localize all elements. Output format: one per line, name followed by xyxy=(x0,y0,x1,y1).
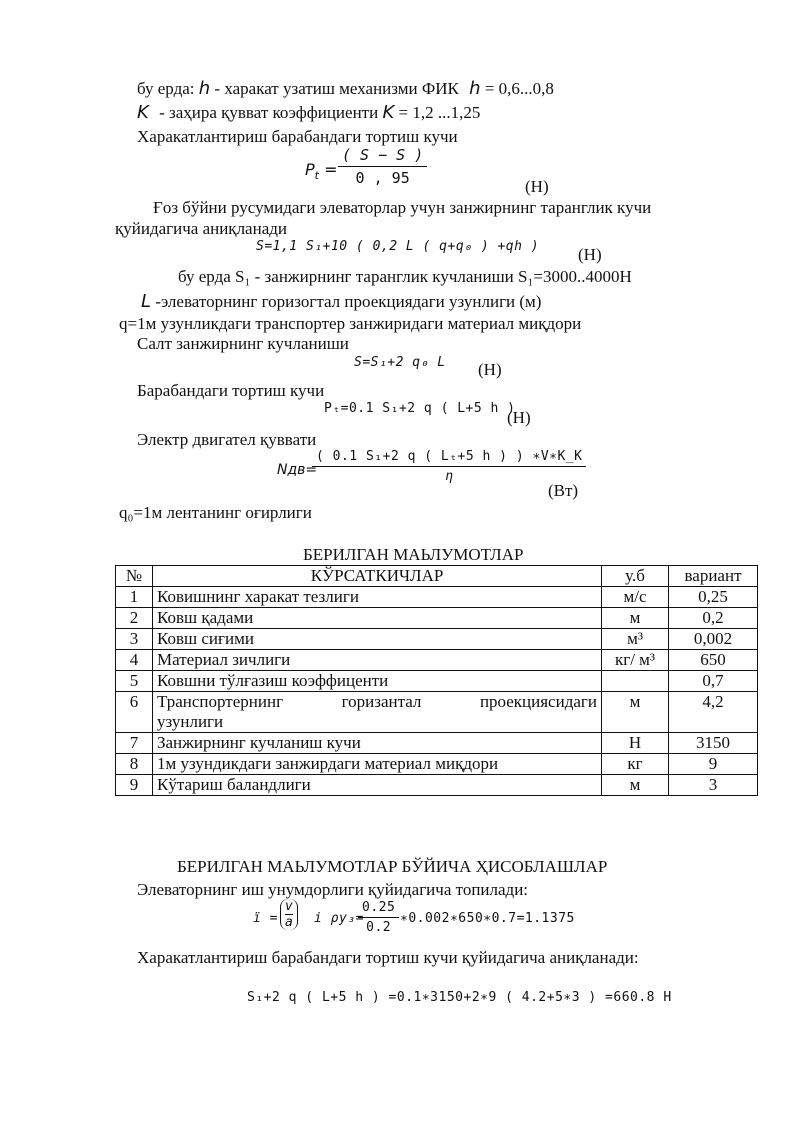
chain-para-line1 xyxy=(153,198,743,218)
pt-denominator: 0 , 95 xyxy=(355,169,410,187)
table-row: 3 Ковш сиғими м³ 0,002 xyxy=(116,629,758,650)
pull-force-title: Харакатлантириш барабандаги тортиш кучи xyxy=(137,127,458,146)
speed-pitch-fraction: $\frac{0.25}{0.2}$ xyxy=(358,900,399,935)
salt-title: Салт занжирнинг кучланиши xyxy=(137,334,349,353)
pull-force-result: S₁+2 q ( L+5 h ) =0.1∗3150+2∗9 ( 4.2+5∗3 ) =660.8 H xyxy=(247,990,672,1005)
l-description: -элеваторнинг горизогтал проекциядаги узунлиги (м) xyxy=(155,292,542,311)
k-symbol: K xyxy=(137,102,149,123)
h-symbol-2: h xyxy=(469,78,481,99)
table-row: 7 Занжирнинг кучланиш кучи Н 3150 xyxy=(116,733,758,754)
drum-title: Барабандаги тортиш кучи xyxy=(137,381,325,400)
calc-title: БЕРИЛГАН МАЬЛУМОТЛАР БЎЙИЧА ҲИСОБЛАШЛАР xyxy=(177,857,608,876)
h-definition-line xyxy=(137,78,554,99)
productivity-formula: ï = xyxy=(253,911,278,926)
k-value: = 1,2 ...1,25 xyxy=(398,103,481,122)
prefix-text: бу ерда: xyxy=(137,79,195,98)
unit-n-1: (Н) xyxy=(525,177,549,196)
drum-formula: Pₜ=0.1 S₁+2 q ( L+5 h ) xyxy=(324,401,516,416)
unit-w: (Вт) xyxy=(548,481,579,500)
k-description: - заҳира қувват коэффициенти xyxy=(159,103,379,122)
table-row: 6 Транспортернинг горизантал проекциясидаги узунлиги м 4,2 xyxy=(116,692,758,733)
chain-text-1: Ғоз бўйни русумидаги элеваторлар учун занжирнинг таранглик кучи xyxy=(153,198,652,217)
k-definition-line xyxy=(137,102,480,123)
table-row: 8 1м узундикдаги занжирдаги материал миқдори кг 9 xyxy=(116,754,758,775)
header-number: № xyxy=(116,566,153,587)
calc-line-1: Элеваторнинг иш унумдорлиги қуйидагича топилади: xyxy=(137,880,529,899)
table-row: 5 Ковшни тўлғазиш коэффиценти 0,7 xyxy=(116,671,758,692)
l-definition-line xyxy=(141,291,541,312)
table-row: 9 Кўтариш баландлиги м 3 xyxy=(116,775,758,796)
n-numerator: ( 0.1 S₁+2 q ( Lₜ+5 h ) ) ∗V∗K_K xyxy=(312,449,586,467)
unit-n-3: (Н) xyxy=(478,360,502,379)
pt-lhs: $P_t$ = xyxy=(305,160,338,183)
pt-numerator: ( S − S ) xyxy=(338,146,427,167)
q-description: q=1м узунликдаги транспортер занжиридаги материал миқдори xyxy=(119,314,582,333)
n-fraction xyxy=(312,449,586,484)
h-value: = 0,6...0,8 xyxy=(484,79,554,98)
v-over-a-fraction: v a xyxy=(280,899,298,930)
header-variant: вариант xyxy=(669,566,758,587)
pt-fraction xyxy=(338,146,427,187)
table-row: 2 Ковш қадами м 0,2 xyxy=(116,608,758,629)
table-row: 4 Материал зичлиги кг/ м³ 650 xyxy=(116,650,758,671)
productivity-mid: i ρy₃= xyxy=(314,911,364,926)
h-symbol: h xyxy=(198,78,211,99)
table-row: 1 Ковишнинг харакат тезлиги м/с 0,25 xyxy=(116,587,758,608)
calc-line-2: Харакатлантириш барабандаги тортиш кучи қуйидагича аниқланади: xyxy=(137,948,639,967)
productivity-result: ∗0.002∗650∗0.7=1.1375 xyxy=(400,911,575,926)
unit-n-4: (Н) xyxy=(507,408,531,427)
header-unit: у.б xyxy=(602,566,669,587)
chain-para-line2: қуйидагича аниқланади xyxy=(115,219,287,238)
n-denominator: η xyxy=(445,469,454,484)
k-symbol-2: K xyxy=(382,102,395,123)
header-indicators: КЎРСАТКИЧЛАР xyxy=(153,566,602,587)
q0-description: q₀=1м лентанинг оғирлиги xyxy=(119,503,312,522)
table-title: БЕРИЛГАН МАЬЛУМОТЛАР xyxy=(303,545,524,564)
motor-title: Электр двигател қуввати xyxy=(137,430,317,449)
data-table xyxy=(115,565,758,796)
unit-n-2: (Н) xyxy=(578,245,602,264)
table-header-row xyxy=(116,566,758,587)
l-symbol: L xyxy=(141,291,152,312)
s-formula: S=1,1 S₁+10 ( 0,2 L ( q+q₀ ) +qh ) xyxy=(256,239,540,254)
h-description: - харакат узатиш механизми ФИК xyxy=(214,79,459,98)
n-lhs: Nдв= xyxy=(277,462,318,478)
row6-label: Транспортернинг горизантал проекциясидаги узунлиги xyxy=(153,692,602,733)
s1-description: бу ерда S₁ - занжирнинг таранглик кучланиши S₁=3000..4000Н xyxy=(178,267,632,286)
salt-formula: S=S₁+2 q₀ L xyxy=(354,355,446,370)
